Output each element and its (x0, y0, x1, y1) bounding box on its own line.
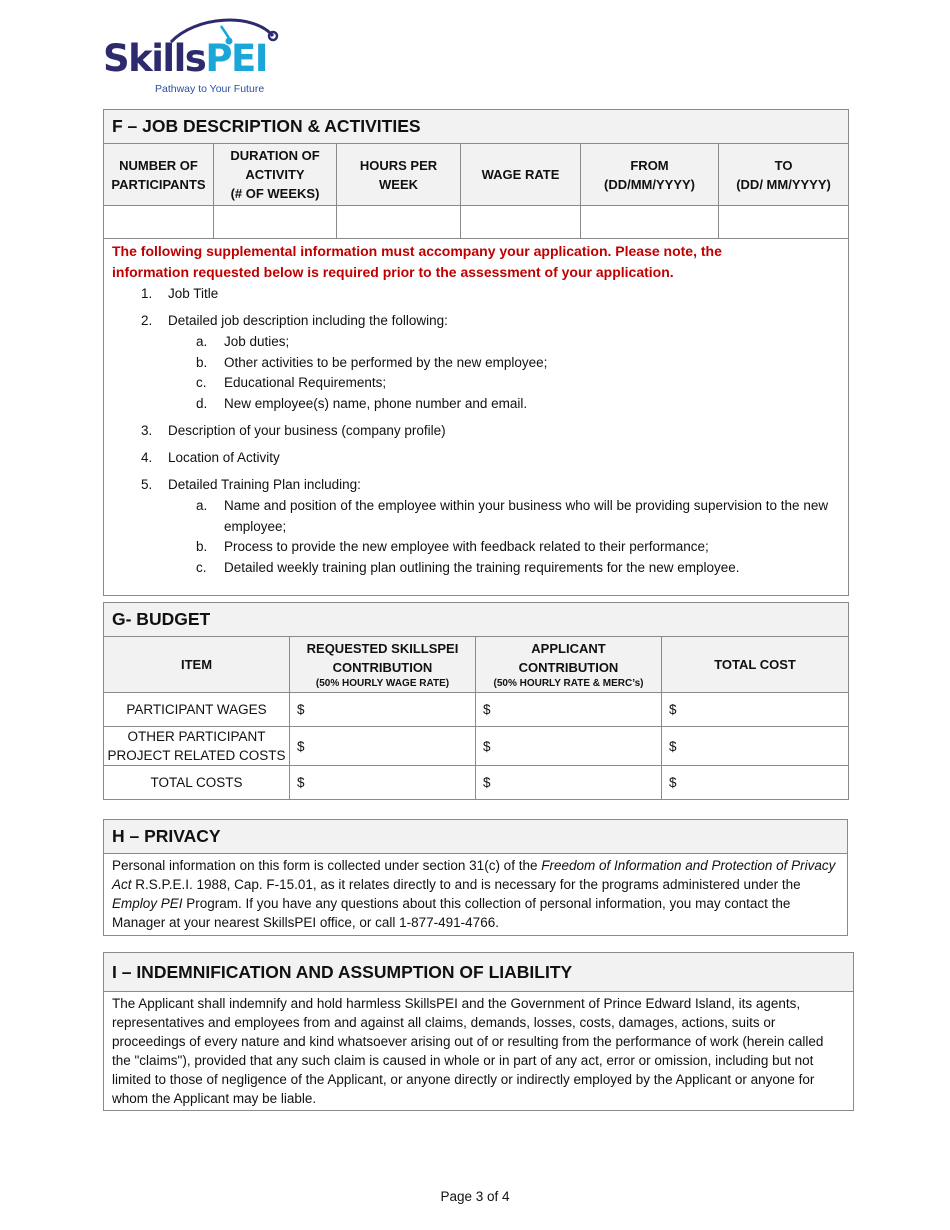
col-header-duration: DURATION OF ACTIVITY (# OF WEEKS) (214, 144, 337, 206)
applicant-amount-input[interactable]: $ (476, 766, 662, 800)
requirement-item: 3. Description of your business (company profile) (141, 423, 446, 438)
logo-wordmark: SkillsPEI (103, 37, 267, 80)
col-header-from: FROM (DD/MM/YYYY) (581, 144, 719, 206)
section-f-title: F – JOB DESCRIPTION & ACTIVITIES (104, 110, 849, 144)
requirement-subitem: b. Process to provide the new employee with feedback related to their performance; (196, 539, 709, 554)
section-f-job-description (103, 109, 849, 596)
privacy-statement: Personal information on this form is collected under section 31(c) of the Freedom of Information and Protection of Privacy Act R.S.P.E.I. 1988, Cap. F-15.01, as it relates directly to and is necessary for the programs administered under the Employ PEI Program. If you have any questions about this collection of personal information, you may contact the Manager at your nearest SkillsPEI office, or call 1-877-491-4766. (104, 854, 848, 936)
requirement-subitem: c. Educational Requirements; (196, 375, 387, 390)
col-header-hours: HOURS PER WEEK (337, 144, 461, 206)
col-header-applicant: APPLICANT CONTRIBUTION (50% HOURLY RATE & MERC’s) (476, 637, 662, 693)
col-header-participants: NUMBER OF PARTICIPANTS (104, 144, 214, 206)
requirement-subitem: a. Job duties; (196, 334, 290, 349)
requirement-subitem: c. Detailed weekly training plan outlining the training requirements for the new employee. (196, 559, 740, 575)
logo-tagline: Pathway to Your Future (155, 83, 265, 95)
supplemental-info-note: The following supplemental information must accompany your application. Please note, the information requested below is required prior to the assessment of your application. (112, 243, 722, 280)
input-wage-rate[interactable] (461, 206, 581, 239)
budget-row-label: TOTAL COSTS (104, 766, 290, 800)
input-participants[interactable] (104, 206, 214, 239)
section-g-title: G- BUDGET (104, 603, 849, 637)
applicant-amount-input[interactable]: $ (476, 727, 662, 766)
input-to-date[interactable] (719, 206, 849, 239)
col-header-total-cost: TOTAL COST (662, 637, 849, 693)
requirement-item: 1. Job Title (141, 286, 219, 301)
col-header-item: ITEM (104, 637, 290, 693)
requirement-subitem: a. Name and position of the employee within your business who will be providing supervision to the new employee; (196, 498, 829, 534)
applicant-amount-input[interactable]: $ (476, 693, 662, 727)
section-h-privacy (103, 819, 848, 936)
col-header-to: TO (DD/ MM/YYYY) (719, 144, 849, 206)
total-amount-input[interactable]: $ (662, 693, 849, 727)
budget-row (104, 766, 849, 800)
budget-row-label: OTHER PARTICIPANT PROJECT RELATED COSTS (104, 727, 290, 766)
requirement-subitem: b. Other activities to be performed by the new employee; (196, 354, 548, 370)
budget-row (104, 727, 849, 766)
requirement-item: 4. Location of Activity (141, 450, 280, 465)
indemnification-statement: The Applicant shall indemnify and hold harmless SkillsPEI and the Government of Prince Edward Island, its agents, representatives and employees from and against all claims, demands, losses, costs, damages, actions, suits or proceedings of every nature and kind whatsoever arising out of or resulting from the performance of work (herein called the "claims"), provided that any such claim is caused in whole or in part of any act, error or omission, including but not limited to those of negligence of the Applicant, or anyone directly or indirectly employed by the Applicant or anyone for whom the Applicant may be liable. (104, 992, 854, 1111)
page-number: Page 3 of 4 (440, 1189, 510, 1204)
col-header-wage-rate: WAGE RATE (461, 144, 581, 206)
requested-amount-input[interactable]: $ (290, 766, 476, 800)
section-i-indemnification (103, 952, 854, 1111)
col-header-requested: REQUESTED SKILLSPEI CONTRIBUTION (50% HOURLY WAGE RATE) (290, 637, 476, 693)
requirement-item: 5. Detailed Training Plan including: a. Name and position of the employee within your business who will be providing supervision to the new employee; b. Process to provide the new employee with feedback related to their performance; c. Detailed weekly training plan outlining the training requirements for the new employee. (112, 475, 840, 578)
skillspei-logo (103, 14, 293, 100)
requested-amount-input[interactable]: $ (290, 693, 476, 727)
section-i-title: I – INDEMNIFICATION AND ASSUMPTION OF LIABILITY (104, 953, 854, 992)
section-f-requirements (104, 239, 849, 596)
section-h-title: H – PRIVACY (104, 820, 848, 854)
requirement-subitem: d. New employee(s) name, phone number and email. (196, 395, 528, 411)
requested-amount-input[interactable]: $ (290, 727, 476, 766)
requirement-item: 2. Detailed job description including the following: a. Job duties; b. Other activities to be performed by the new employee; c. Educational Requirements; d. New employee(s) name, phone number and email. (112, 311, 840, 414)
input-duration[interactable] (214, 206, 337, 239)
budget-row (104, 693, 849, 727)
input-hours[interactable] (337, 206, 461, 239)
section-g-budget (103, 602, 849, 800)
total-amount-input[interactable]: $ (662, 766, 849, 800)
total-amount-input[interactable]: $ (662, 727, 849, 766)
input-from-date[interactable] (581, 206, 719, 239)
requirements-list (112, 284, 840, 578)
budget-row-label: PARTICIPANT WAGES (104, 693, 290, 727)
